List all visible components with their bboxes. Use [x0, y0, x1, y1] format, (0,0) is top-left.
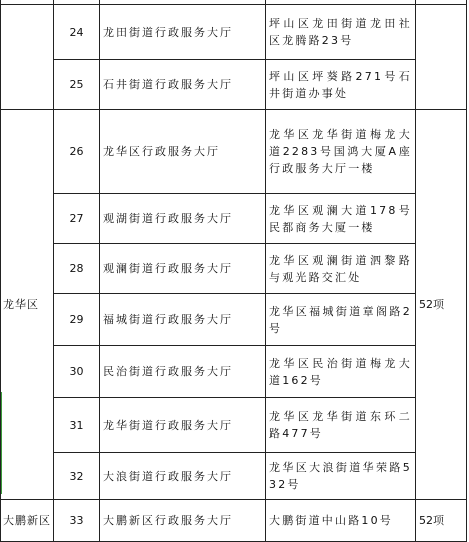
- row-number: 24: [54, 5, 100, 60]
- table-row: [1, 110, 467, 194]
- hall-name: 龙华区行政服务大厅: [100, 110, 266, 194]
- table-row: [1, 194, 467, 244]
- hall-address: 龙华区龙华街道梅龙大道2283号国鸿大厦A座行政服务大厅一楼: [266, 110, 416, 194]
- hall-address: 坪山区龙田街道龙田社区龙腾路23号: [266, 5, 416, 60]
- hall-name: 大浪街道行政服务大厅: [100, 453, 266, 500]
- row-number: 32: [54, 453, 100, 500]
- table-row: [1, 500, 467, 542]
- row-number: 25: [54, 60, 100, 110]
- hall-address: 龙华区福城街道章阁路2号: [266, 294, 416, 346]
- hall-address: 龙华区民治街道梅龙大道162号: [266, 346, 416, 398]
- hall-name: 石井街道行政服务大厅: [100, 60, 266, 110]
- table-row: [1, 398, 467, 453]
- hall-name: 龙华街道行政服务大厅: [100, 398, 266, 453]
- hall-address: 龙华区观澜大道178号民都商务大厦一楼: [266, 194, 416, 244]
- table-row: [1, 294, 467, 346]
- hall-name: 龙田街道行政服务大厅: [100, 5, 266, 60]
- hall-name: 大鹏新区行政服务大厅: [100, 500, 266, 542]
- hall-address: 龙华区观澜街道泗黎路与观光路交汇处: [266, 244, 416, 294]
- count-cell-pingshan: [416, 5, 467, 110]
- hall-name: 观澜街道行政服务大厅: [100, 244, 266, 294]
- hall-address: 大鹏街道中山路10号: [266, 500, 416, 542]
- row-number: 33: [54, 500, 100, 542]
- table-row: [1, 244, 467, 294]
- district-name: 龙华区: [1, 110, 54, 500]
- hall-address: 龙华区龙华街道东环二路477号: [266, 398, 416, 453]
- row-number: 31: [54, 398, 100, 453]
- row-number: 30: [54, 346, 100, 398]
- table-row: [1, 453, 467, 500]
- table-row: [1, 346, 467, 398]
- district-name: 大鹏新区: [1, 500, 54, 542]
- district-cell-pingshan: [1, 5, 54, 110]
- item-count: 52项: [416, 500, 467, 542]
- table-row: [1, 5, 467, 60]
- hall-name: 福城街道行政服务大厅: [100, 294, 266, 346]
- hall-address: 坪山区坪葵路271号石井街道办事处: [266, 60, 416, 110]
- hall-address: 龙华区大浪街道华荣路532号: [266, 453, 416, 500]
- row-number: 29: [54, 294, 100, 346]
- hall-name: 民治街道行政服务大厅: [100, 346, 266, 398]
- table-row: [1, 60, 467, 110]
- hall-name: 观湖街道行政服务大厅: [100, 194, 266, 244]
- row-number: 28: [54, 244, 100, 294]
- row-number: 27: [54, 194, 100, 244]
- row-number: 26: [54, 110, 100, 194]
- item-count: 52项: [416, 110, 467, 500]
